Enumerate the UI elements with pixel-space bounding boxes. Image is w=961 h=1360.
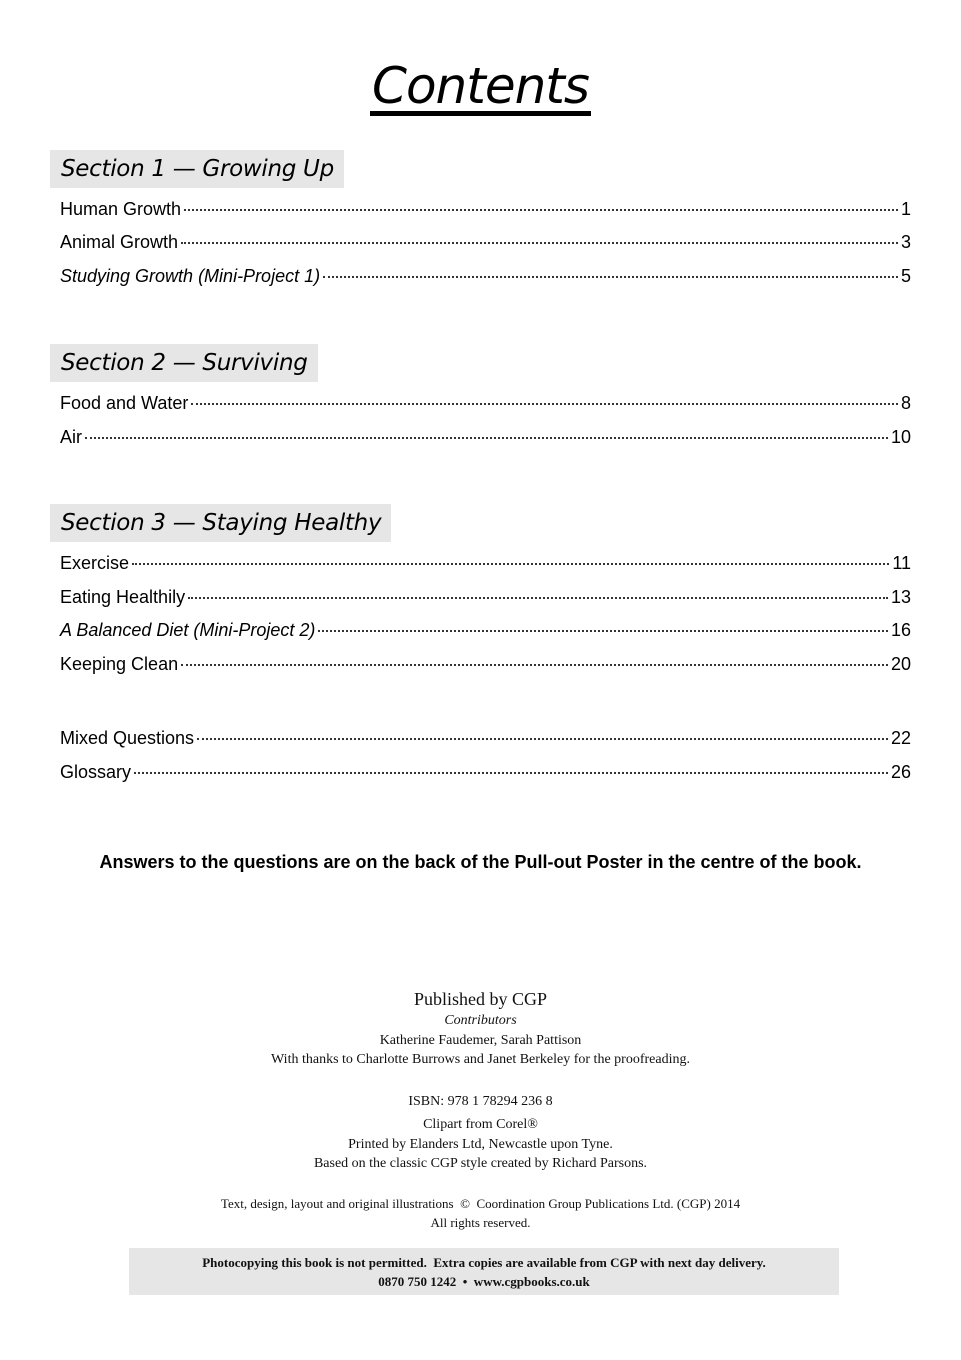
toc-entry-page: 16 — [890, 620, 911, 640]
toc-entry[interactable] — [60, 391, 911, 415]
toc-entry-page: 8 — [900, 393, 911, 413]
toc-entry-label: Food and Water — [60, 393, 189, 413]
thanks: With thanks to Charlotte Burrows and Janet Berkeley for the proofreading. — [271, 1052, 690, 1067]
answers-note: Answers to the questions are on the back of the Pull-out Poster in the centre of the book. — [99, 852, 862, 872]
clipart-credit: Clipart from Corel® — [423, 1117, 538, 1132]
toc-entry[interactable] — [60, 726, 911, 750]
toc-entry[interactable] — [60, 652, 911, 676]
contributors-heading: Contributors — [444, 1013, 517, 1028]
toc-entry[interactable] — [60, 425, 911, 449]
dot-leader — [318, 630, 888, 632]
toc-entry-page: 22 — [890, 728, 911, 748]
published-by: Published by CGP — [413, 989, 548, 1009]
dot-leader — [197, 738, 888, 740]
toc-entry[interactable] — [60, 197, 911, 221]
section-heading-2: Section 2 — Surviving — [50, 344, 318, 382]
toc-entry[interactable] — [60, 585, 911, 609]
toc-entry-page: 5 — [900, 266, 911, 286]
toc-entry[interactable] — [60, 760, 911, 784]
dot-leader — [191, 403, 898, 405]
toc-entry-page: 1 — [900, 199, 911, 219]
section-heading-3: Section 3 — Staying Healthy — [50, 504, 391, 542]
dot-leader — [132, 563, 889, 565]
contact-line: 0870 750 1242 • www.cgpbooks.co.uk — [378, 1274, 590, 1289]
dot-leader — [134, 772, 888, 774]
dot-leader — [188, 597, 888, 599]
page-title-text: Contents — [372, 57, 589, 115]
section-heading-1: Section 1 — Growing Up — [50, 150, 344, 188]
toc-entry-label: Animal Growth — [60, 232, 179, 252]
toc-entry-page: 11 — [892, 553, 911, 573]
printed-by: Printed by Elanders Ltd, Newcastle upon Tyne. — [348, 1137, 613, 1152]
dot-leader — [181, 242, 898, 244]
based-on: Based on the classic CGP style created by Richard Parsons. — [313, 1156, 648, 1171]
toc-entry[interactable] — [60, 230, 911, 254]
toc-entry-label: Glossary — [60, 762, 132, 782]
dot-leader — [323, 276, 898, 278]
toc-entry-page: 20 — [890, 654, 911, 674]
toc-entry-page: 13 — [890, 587, 911, 607]
copyright: Text, design, layout and original illustrations © Coordination Group Publications Ltd. (CGP) 2014 — [220, 1196, 741, 1211]
dot-leader — [181, 664, 888, 666]
toc-entry-page: 3 — [900, 232, 911, 252]
photocopy-notice: Photocopying this book is not permitted. Extra copies are available from CGP with next day delivery. — [202, 1255, 766, 1270]
dot-leader — [85, 437, 888, 439]
dot-leader — [184, 209, 898, 211]
toc-entry-label: A Balanced Diet (Mini-Project 2) — [60, 620, 316, 640]
footer-notice-box — [129, 1248, 839, 1295]
toc-entry-label: Keeping Clean — [60, 654, 179, 674]
page-title — [0, 56, 961, 116]
imprint-details — [0, 1092, 961, 1173]
toc-entry-label: Studying Growth (Mini-Project 1) — [60, 266, 321, 286]
copyright-block — [0, 1194, 961, 1232]
toc-entry[interactable] — [60, 264, 911, 288]
isbn: ISBN: 978 1 78294 236 8 — [408, 1094, 553, 1109]
toc-entry[interactable] — [60, 551, 911, 575]
toc-entry-label: Exercise — [60, 553, 130, 573]
toc-entry-page: 10 — [890, 427, 911, 447]
toc-entry-page: 26 — [890, 762, 911, 782]
toc-entry-label: Eating Healthily — [60, 587, 186, 607]
imprint — [0, 987, 961, 1069]
toc-entry-label: Human Growth — [60, 199, 182, 219]
toc-entry-label: Mixed Questions — [60, 728, 195, 748]
toc-entry-label: Air — [60, 427, 82, 447]
rights: All rights reserved. — [430, 1215, 531, 1230]
contributors: Katherine Faudemer, Sarah Pattison — [379, 1033, 582, 1048]
toc-entry[interactable] — [60, 618, 911, 642]
